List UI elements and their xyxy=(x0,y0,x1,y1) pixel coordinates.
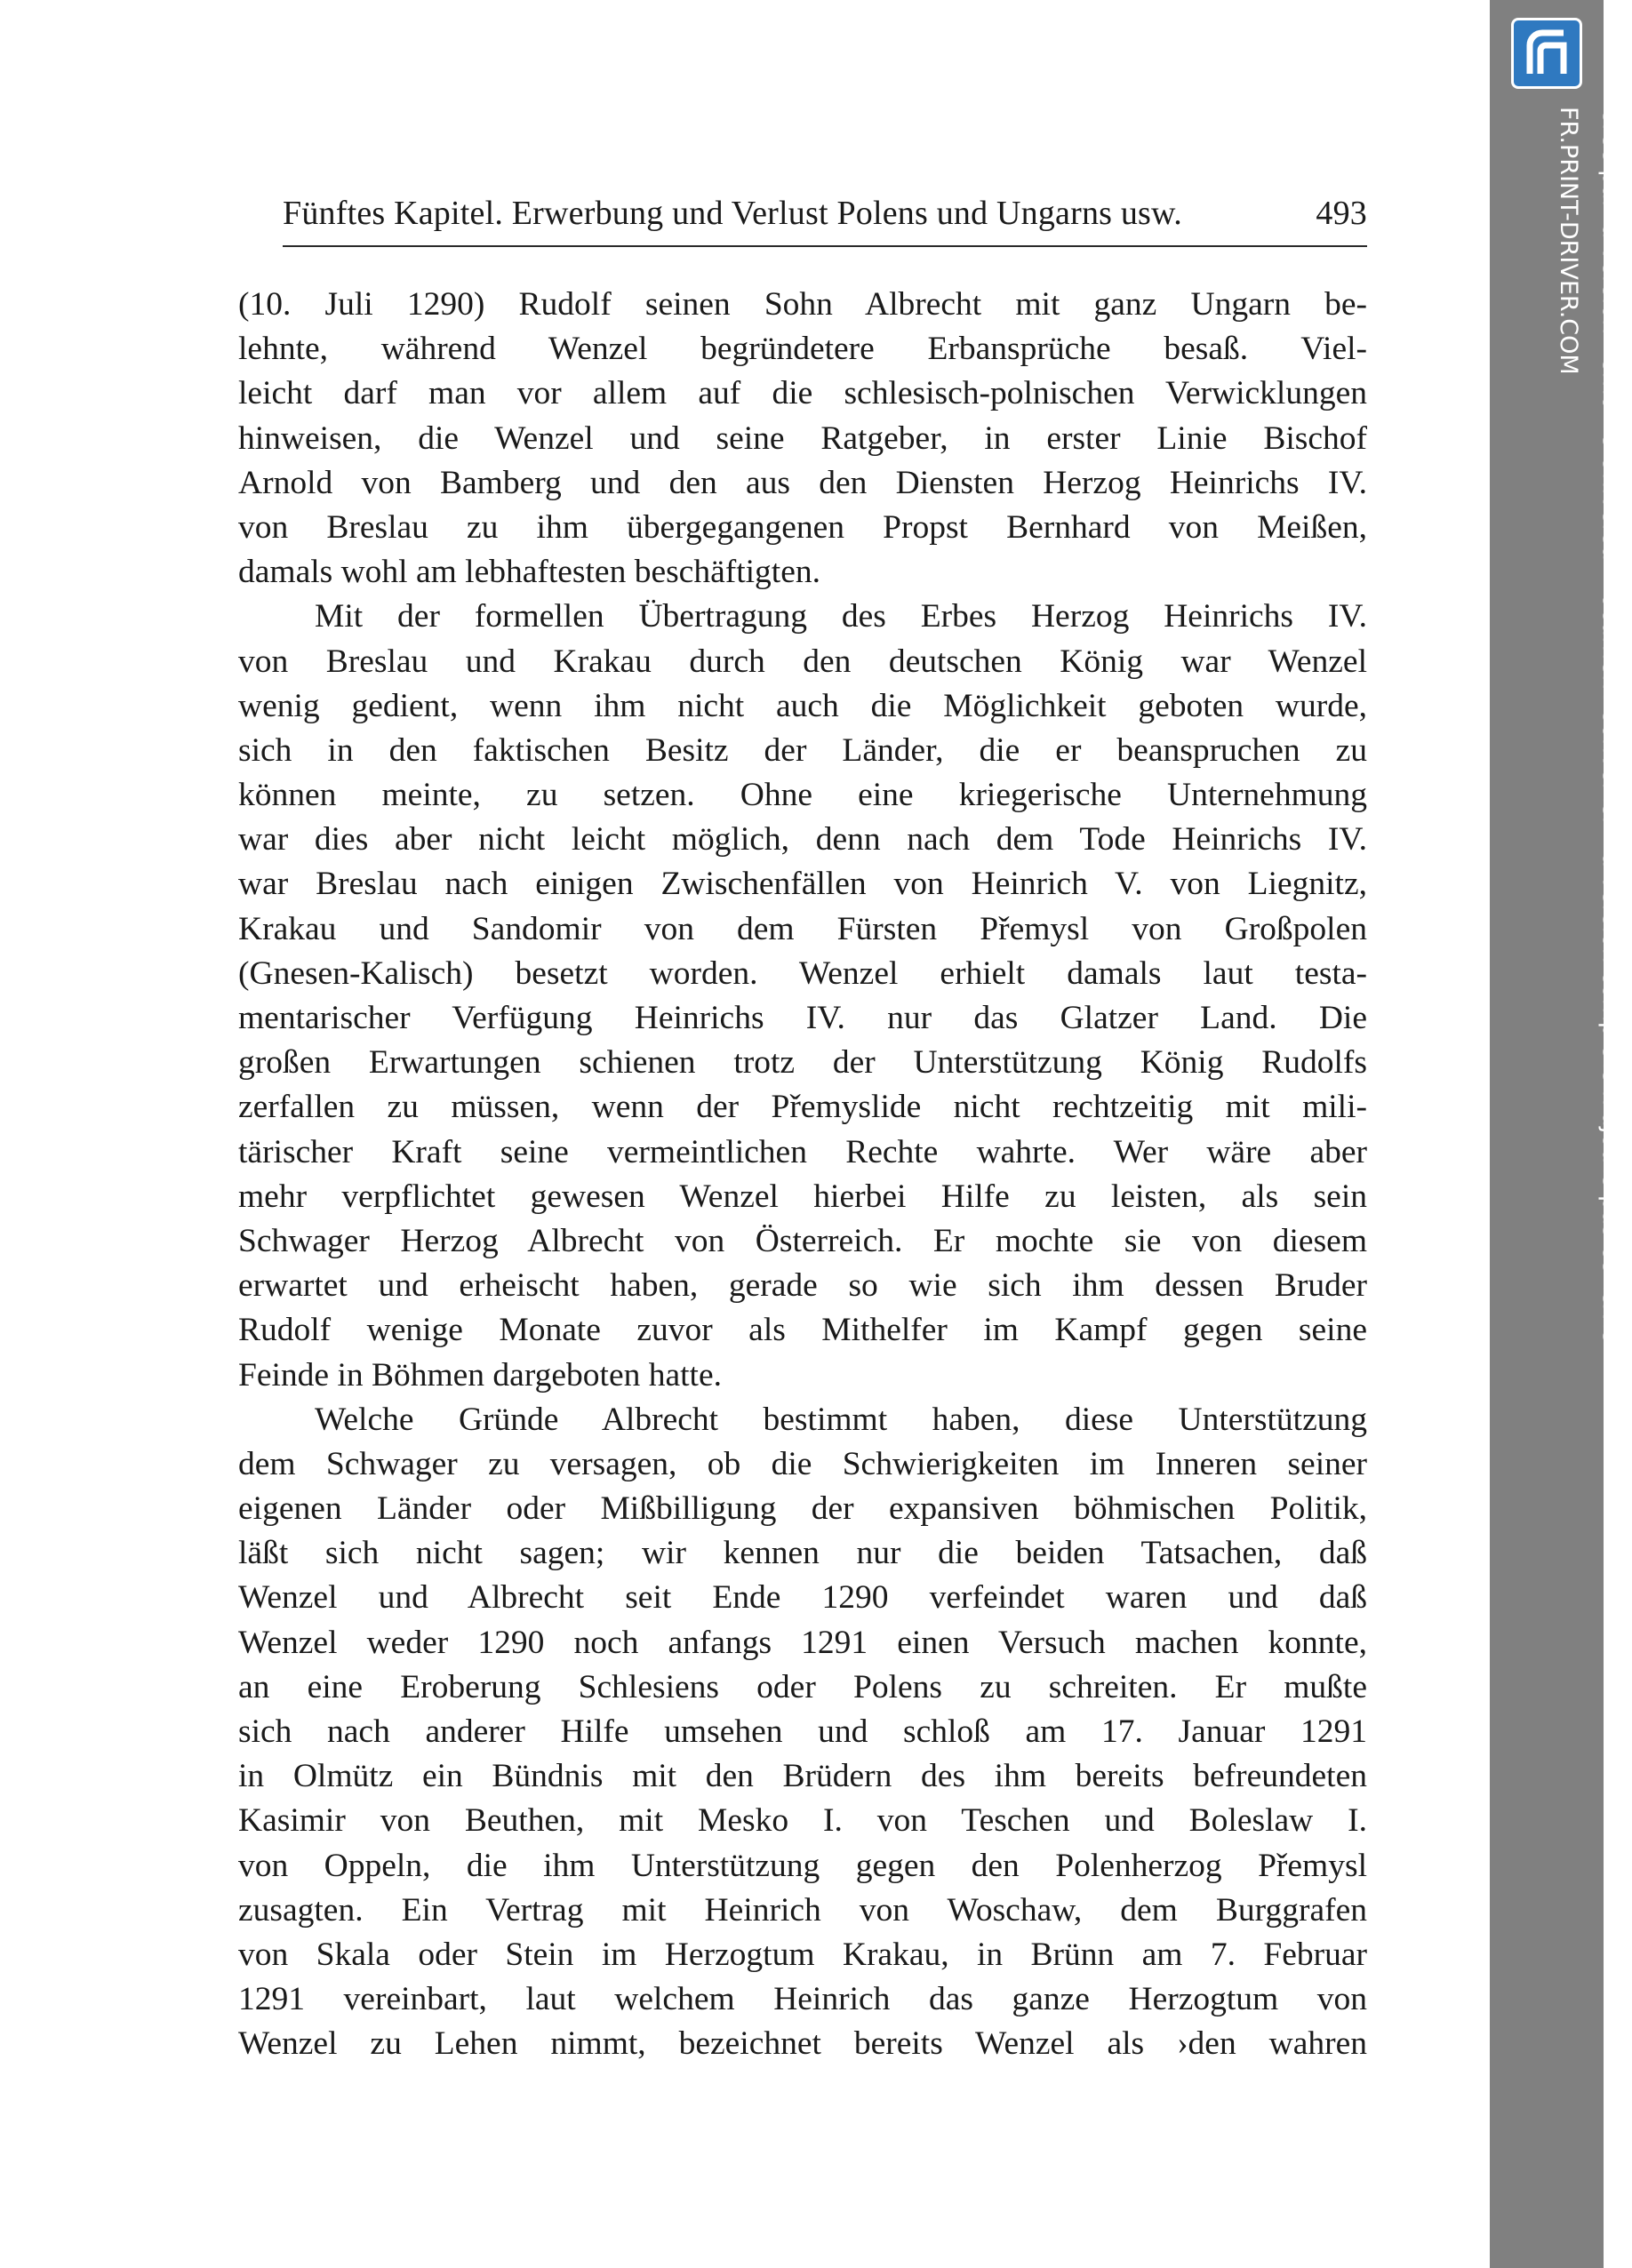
text-line: sich in den faktischen Besitz der Länder, die er beanspruchen zu xyxy=(238,731,1367,769)
text-line: Feinde in Böhmen dargeboten hatte. xyxy=(238,1356,722,1394)
text-line: großen Erwartungen schienen trotz der Unterstützung König Rudolfs xyxy=(238,1044,1367,1082)
text-line: damals wohl am lebhaftesten beschäftigten. xyxy=(238,554,820,591)
text-line: eigenen Länder oder Mißbilligung der expansiven böhmischen Politik, xyxy=(238,1490,1367,1528)
text-line: war dies aber nicht leicht möglich, denn nach dem Tode Heinrichs IV. xyxy=(238,821,1367,858)
text-line: von Breslau und Krakau durch den deutschen König war Wenzel xyxy=(238,643,1367,680)
text-line: (Gnesen-Kalisch) besetzt worden. Wenzel erhielt damals laut testa- xyxy=(238,954,1367,992)
text-line: tärischer Kraft seine vermeintlichen Rechte wahrte. Wer wäre aber xyxy=(238,1133,1367,1170)
page-number: 493 xyxy=(1316,195,1367,232)
text-line: Wenzel weder 1290 noch anfangs 1291 einen Versuch machen konnte, xyxy=(238,1624,1367,1661)
udc-logo-icon xyxy=(1511,18,1582,89)
text-line: Schwager Herzog Albrecht von Österreich. Er mochte sie von diesem xyxy=(238,1222,1367,1259)
text-line: Wenzel und Albrecht seit Ende 1290 verfeindet waren und daß xyxy=(238,1579,1367,1617)
text-line: mentarischer Verfügung Heinrichs IV. nur das Glatzer Land. Die xyxy=(238,1000,1367,1036)
watermark-line-2: FR.PRINT-DRIVER.COM xyxy=(1555,107,1582,375)
text-line: zerfallen zu müssen, wenn der Přemyslide nicht rechtzeitig mit mili- xyxy=(238,1089,1367,1126)
text-line: Mit der formellen Übertragung des Erbes Herzog Heinrichs IV. xyxy=(315,598,1367,635)
text-line: von Oppeln, die ihm Unterstützung gegen den Polenherzog Přemysl xyxy=(238,1847,1367,1884)
text-line: können meinte, zu setzen. Ohne eine kriegerische Unternehmung xyxy=(238,777,1367,814)
running-header-title: Fünftes Kapitel. Erwerbung und Verlust Polens und Ungarns usw. xyxy=(283,195,1182,232)
text-line: Wenzel zu Lehen nimmt, bezeichnet bereits Wenzel als ›den wahren xyxy=(238,2025,1367,2063)
text-line: dem Schwager zu versagen, ob die Schwierigkeiten im Inneren seiner xyxy=(238,1445,1367,1482)
text-line: zusagten. Ein Vertrag mit Heinrich von Woschaw, dem Burggrafen xyxy=(238,1891,1367,1929)
text-line: leicht darf man vor allem auf die schlesisch-polnischen Verwicklungen xyxy=(238,375,1367,412)
text-line: war Breslau nach einigen Zwischenfällen von Heinrich V. von Liegnitz, xyxy=(238,866,1367,903)
text-line: Welche Gründe Albrecht bestimmt haben, diese Unterstützung xyxy=(315,1401,1367,1438)
text-line: an eine Eroberung Schlesiens oder Polens zu schreiten. Er mußte xyxy=(238,1668,1367,1705)
text-line: von Breslau zu ihm übergegangenen Propst Bernhard von Meißen, xyxy=(238,508,1367,546)
text-line: von Skala oder Stein im Herzogtum Krakau, in Brünn am 7. Februar xyxy=(238,1936,1367,1973)
body-text xyxy=(238,283,1367,2067)
text-line: Kasimir von Beuthen, mit Mesko I. von Teschen und Boleslaw I. xyxy=(238,1802,1367,1840)
text-line: mehr verpflichtet gewesen Wenzel hierbei Hilfe zu leisten, als sein xyxy=(238,1178,1367,1215)
text-line: hinweisen, die Wenzel und seine Ratgeber, in erster Linie Bischof xyxy=(238,419,1367,457)
text-line: Arnold von Bamberg und den aus den Diensten Herzog Heinrichs IV. xyxy=(238,464,1367,501)
watermark-text xyxy=(1547,107,1632,1351)
text-line: Krakau und Sandomir von dem Fürsten Přemysl von Großpolen xyxy=(238,910,1367,947)
text-line: in Olmütz ein Bündnis mit den Brüdern des ihm bereits befreundeten xyxy=(238,1758,1367,1795)
text-line: erwartet und erheischt haben, gerade so wie sich ihm dessen Bruder xyxy=(238,1267,1367,1305)
running-header xyxy=(283,194,1367,233)
text-line: Rudolf wenige Monate zuvor als Mithelfer im Kampf gegen seine xyxy=(238,1312,1367,1349)
watermark-line-1: Créé par la version démo de Universal Document Converter. La version complète n'ajoute pas ce texte. xyxy=(1597,107,1625,1351)
header-rule xyxy=(283,245,1367,247)
text-line: (10. Juli 1290) Rudolf seinen Sohn Albrecht mit ganz Ungarn be- xyxy=(238,286,1367,323)
text-line: sich nach anderer Hilfe umsehen und schloß am 17. Januar 1291 xyxy=(238,1713,1367,1750)
text-line: 1291 vereinbart, laut welchem Heinrich das ganze Herzogtum von xyxy=(238,1981,1367,2018)
text-line: wenig gedient, wenn ihm nicht auch die Möglichkeit geboten wurde, xyxy=(238,687,1367,724)
text-line: läßt sich nicht sagen; wir kennen nur die beiden Tatsachen, daß xyxy=(238,1535,1367,1572)
text-line: lehnte, während Wenzel begründetere Erbansprüche besaß. Viel- xyxy=(238,331,1367,368)
